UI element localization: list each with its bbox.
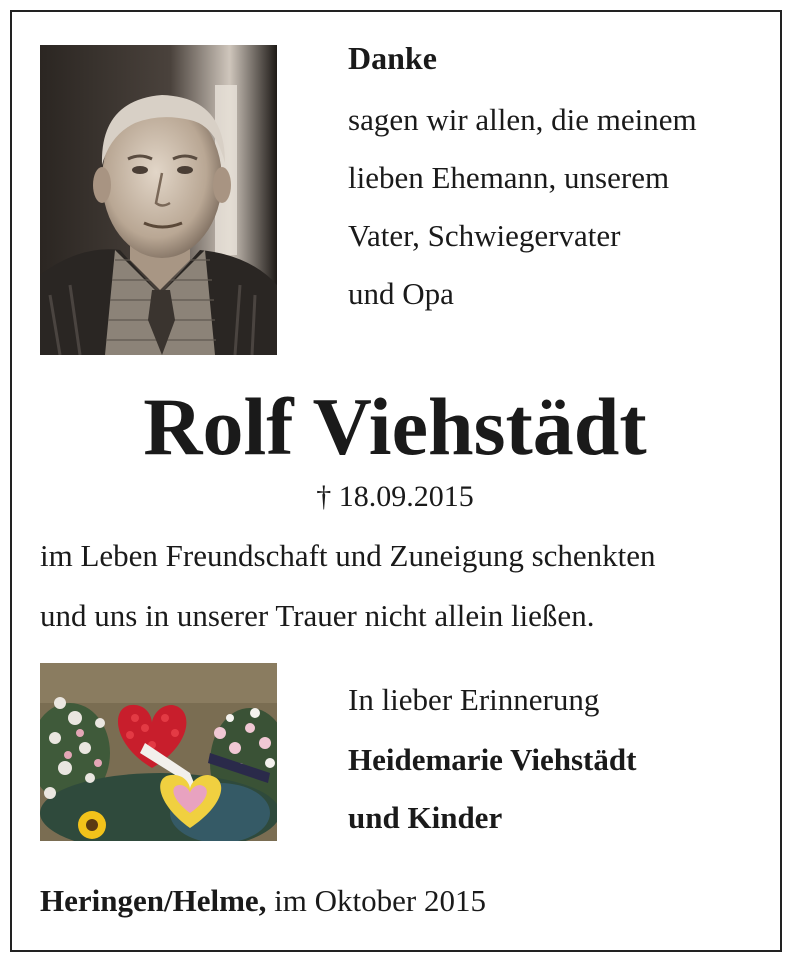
signer-name: Heidemarie Viehstädt [348, 742, 637, 777]
flower-arrangement-photo [40, 663, 277, 841]
deceased-name: Rolf Viehstädt [143, 381, 647, 472]
signer-family: und Kinder [348, 800, 503, 835]
intro-line: und Opa [348, 276, 454, 311]
place-date-line [40, 883, 486, 919]
portrait-photo [40, 45, 277, 355]
body-text-line: und uns in unserer Trauer nicht allein ließen. [40, 598, 595, 633]
place: Heringen/Helme, [40, 883, 267, 918]
intro-line: Vater, Schwiegervater [348, 218, 621, 253]
death-date: † 18.09.2015 [316, 480, 474, 513]
body-text-line: im Leben Freundschaft und Zuneigung schenkten [40, 538, 656, 573]
date: im Oktober 2015 [274, 883, 486, 918]
memory-line: In lieber Erinnerung [348, 682, 600, 717]
thanks-heading: Danke [348, 40, 437, 76]
intro-line: sagen wir allen, die meinem [348, 102, 697, 137]
intro-line: lieben Ehemann, unserem [348, 160, 670, 195]
